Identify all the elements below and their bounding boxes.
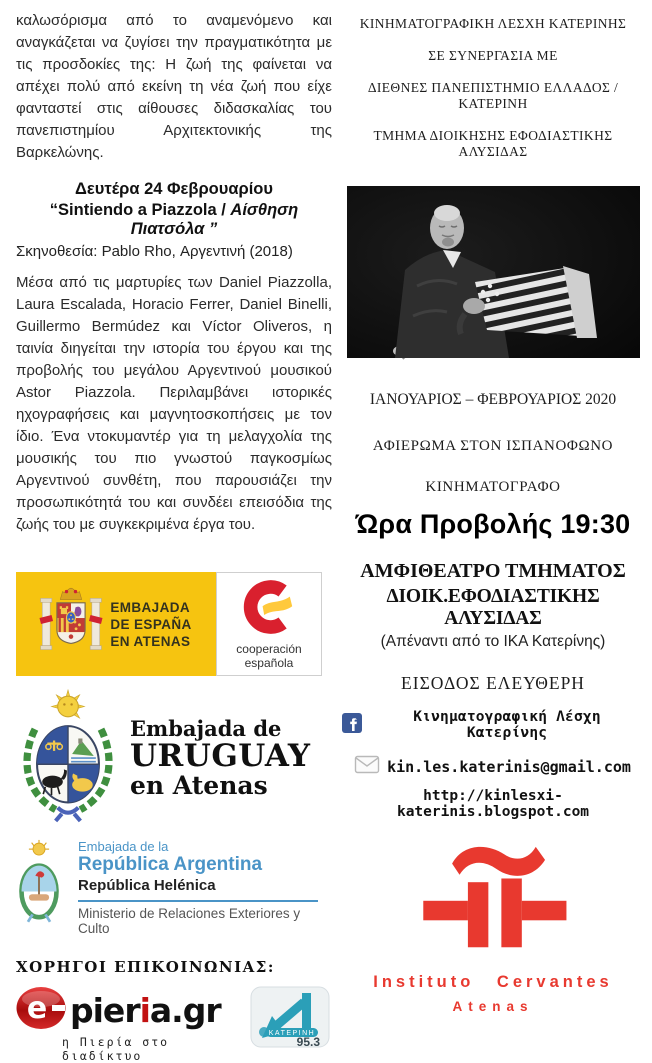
screening-time: Ώρα Προβολής 19:30 xyxy=(355,509,631,539)
epieria-e-icon xyxy=(16,986,68,1035)
spain-embassy-line1: EMBAJADA xyxy=(110,599,191,615)
epieria-wordmark xyxy=(70,991,221,1030)
tribute-line-1: ΑΦΙΕΡΩΜΑ ΣΤΟΝ ΙΣΠΑΝΟΦΩΝΟ xyxy=(372,438,614,454)
facebook-icon xyxy=(342,713,362,738)
uruguay-embassy-logo xyxy=(16,690,332,827)
venue-line-1: ΑΜΦΙΘΕΑΤΡΟ ΤΜΗΜΑΤΟΣ xyxy=(360,560,626,582)
spain-embassy-line2: DE ESPAÑA xyxy=(110,616,192,632)
org-header-line-3: ΔΙΕΘΝΕΣ ΠΑΝΕΠΙΣΤΗΜΙΟ ΕΛΛΑΔΟΣ / ΚΑΤΕΡΙΝΗ xyxy=(367,80,619,111)
intro-paragraph: καλωσόρισμα από το αναμενόμενο και αναγκάζεται να ζυγίσει την πραγματικότητα με τις προσδοκίες της: Η ζωή της φαίνεται να απέχει πολύ από εκείνη τη νέα ζωή που είχε φανταστεί στις αίθουσες διδασκαλίας του πανεπιστημίου Αρχιτεκτονικής της Βαρκελώνης. xyxy=(16,12,332,161)
uruguay-line1: Embajada de xyxy=(130,716,282,742)
uruguay-line2: URUGUAY xyxy=(130,738,311,775)
epieria-word-part2: a.gr xyxy=(149,991,221,1030)
uruguay-embassy-label xyxy=(130,718,311,798)
radio-katerini-logo xyxy=(250,986,332,1055)
email-row[interactable] xyxy=(342,756,644,778)
right-column xyxy=(342,16,644,1014)
facebook-row[interactable] xyxy=(342,709,644,741)
period-line: ΙΑΝΟΥΑΡΙΟΣ – ΦΕΒΡΟΥΑΡΙΟΣ 2020 xyxy=(369,391,617,408)
svg-text:e: e xyxy=(26,991,48,1026)
argentina-embassy-logo xyxy=(16,839,332,936)
epieria-tagline: η Πιερία στο διαδίκτυο xyxy=(62,1035,170,1063)
venue-note: (Απέναντι από το ΙΚΑ Κατερίνης) xyxy=(380,633,606,650)
email-link[interactable]: kin.les.katerinis@gmail.com xyxy=(387,758,631,776)
blog-url-link[interactable]: http://kinlesxi-katerinis.blogspot.com xyxy=(396,788,590,820)
spain-coat-of-arms-icon xyxy=(40,578,102,671)
spain-embassy-label xyxy=(110,599,191,650)
argentina-line4: Ministerio de Relaciones Exteriores y Culto xyxy=(78,905,301,936)
argentina-line2: República Argentina xyxy=(78,854,263,876)
admission-line: ΕΙΣΟΔΟΣ ΕΛΕΥΘΕΡΗ xyxy=(401,673,585,693)
cooperacion-line2: española xyxy=(244,655,294,670)
sponsors-row xyxy=(16,986,332,1063)
facebook-page-link[interactable]: Κινηματογραφική Λέσχη Κατερίνης xyxy=(413,709,601,741)
epieria-word-accent: i xyxy=(139,991,150,1030)
radio-city-label: ΚΑΤΕΡΙΝΗ xyxy=(268,1030,316,1037)
film-title-latin: “Sintiendo a Piazzola / xyxy=(49,201,231,219)
radio-frequency: 95.3 xyxy=(296,1035,320,1049)
argentina-divider xyxy=(78,900,318,902)
screening-block xyxy=(16,180,332,260)
cervantes-city: Atenas xyxy=(452,999,534,1014)
org-header-line-4: ΤΜΗΜΑ ΔΙΟΙΚΗΣΗΣ ΕΦΟΔΙΑΣΤΙΚΗΣ ΑΛΥΣΙΔΑΣ xyxy=(373,128,613,159)
uruguay-line3: en Atenas xyxy=(130,770,268,800)
synopsis-paragraph: Μέσα από τις μαρτυρίες των Daniel Piazzolla, Laura Escalada, Horacio Ferrer, Daniel Binelli, Guillermo Bermúdez και Víctor Oliveros, η ταινία διηγείται την ιστορία του έργου και της προβολής του μεγάλου Αργεντινού μουσικού Astor Piazzola. Περιλαμβάνει ιστορικές ηχογραφήσεις και μαγνητοσκοπήσεις με τον ίδιο. Ένα ντοκυμαντέρ για τη μελαγχολία της μουσικής του πιο γνωστού παγκοσμίως Αργεντινού συνθέτη, που παρουσιάζει την προσωπικότητά του και συνδέει επεισόδια της ζωής του με συγκεκριμένα έργα του. xyxy=(16,274,332,533)
spain-embassy-line3: EN ATENAS xyxy=(110,633,191,649)
epieria-logo xyxy=(16,986,226,1063)
argentina-line3: República Helénica xyxy=(78,877,216,895)
cervantes-logo xyxy=(342,832,644,1014)
director-line: Σκηνοθεσία: Pablo Rho, Αργεντινή (2018) xyxy=(16,243,293,260)
sponsors-heading: ΧΟΡΗΓΟΙ ΕΠΙΚΟΙΝΩΝΙΑΣ: xyxy=(16,958,275,976)
argentina-embassy-label xyxy=(78,839,332,935)
venue-line-2: ΔΙΟΙΚ.ΕΦΟΔΙΑΣΤΙΚΗΣ ΑΛΥΣΙΔΑΣ xyxy=(386,586,600,629)
org-header-line-2: ΣΕ ΣΥΝΕΡΓΑΣΙΑ ΜΕ xyxy=(428,48,558,63)
epieria-word-part1: pier xyxy=(70,991,140,1030)
film-title xyxy=(16,201,332,239)
org-header-line-1: ΚΙΝΗΜΑΤΟΓΡΑΦΙΚΗ ΛΕΣΧΗ ΚΑΤΕΡΙΝΗΣ xyxy=(359,16,627,31)
cooperacion-line1: cooperación xyxy=(236,641,302,656)
envelope-icon xyxy=(355,756,379,778)
film-title-greek: Αίσθηση Πιατσόλα ” xyxy=(130,201,299,238)
screening-date: Δευτέρα 24 Φεβρουαρίου xyxy=(75,180,273,198)
argentina-line1: Embajada de la xyxy=(78,839,169,855)
cervantes-ene-icon xyxy=(409,951,577,968)
cooperacion-espanola-c-icon xyxy=(241,579,297,640)
spain-embassy-yellow-panel xyxy=(16,572,216,676)
uruguay-coat-of-arms-icon xyxy=(16,690,120,827)
cooperacion-panel xyxy=(216,572,322,676)
argentina-coat-of-arms-icon xyxy=(16,839,62,936)
left-column xyxy=(16,10,332,1063)
spain-embassy-logo xyxy=(16,572,322,676)
cervantes-name: Instituto Cervantes xyxy=(373,973,613,991)
cooperacion-label xyxy=(236,642,301,670)
astor-piazzolla-bandoneon-photo xyxy=(347,186,640,358)
tribute-line-2: ΚΙΝΗΜΑΤΟΓΡΑΦΟ xyxy=(425,479,561,495)
